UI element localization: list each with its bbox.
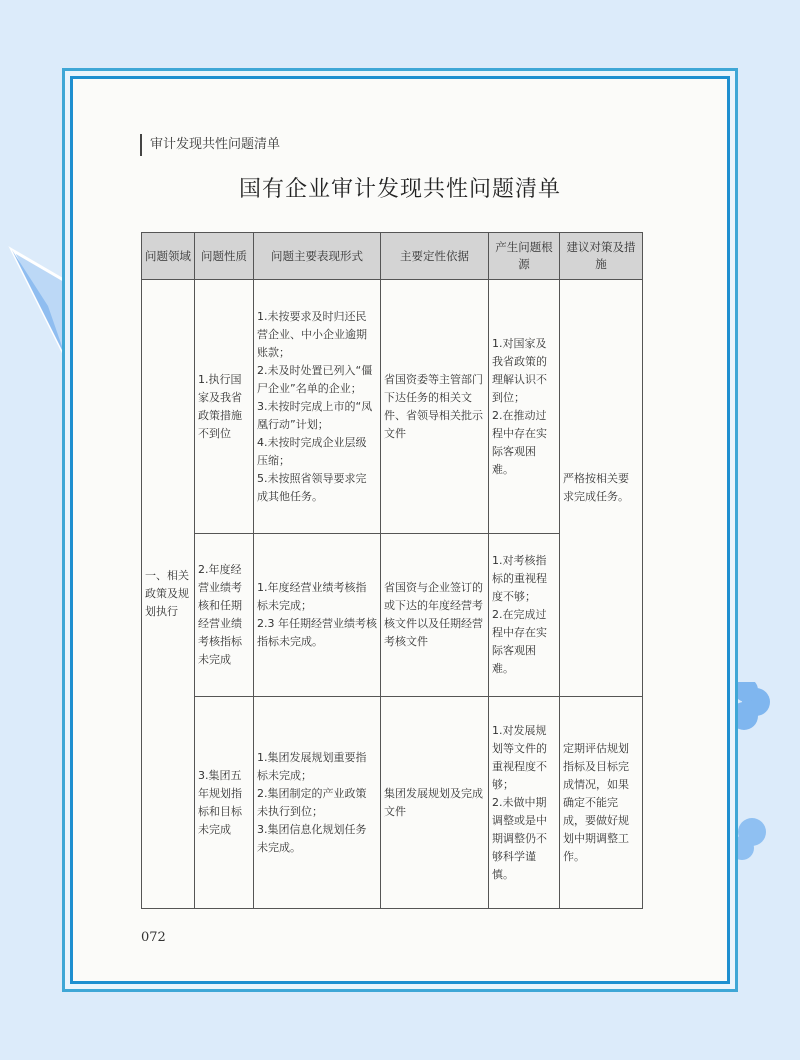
forms-item: 1.年度经营业绩考核指标未完成； (257, 581, 367, 612)
issues-table (141, 232, 643, 909)
forms-item: 3.未按时完成上市的“凤凰行动”计划； (257, 399, 373, 431)
forms-item: 1.未按要求及时归还民营企业、中小企业逾期账款； (257, 309, 367, 359)
forms-item: 2.集团制定的产业政策未执行到位； (257, 786, 367, 818)
header-roots: 产生问题根源 (489, 233, 560, 280)
roots-cell (489, 280, 560, 534)
roots-item: 2.在推动过程中存在实际客观困难。 (492, 408, 547, 476)
forms-item: 1.集团发展规划重要指标未完成； (257, 750, 367, 782)
header-domain: 问题领域 (142, 233, 195, 280)
forms-item: 3.集团信息化规划任务未完成。 (257, 822, 367, 854)
basis-cell: 省国资委等主管部门下达任务的相关文件、省领导相关批示文件 (381, 280, 489, 534)
roots-item: 1.对发展规划等文件的重视程度不够； (492, 723, 547, 791)
header-basis: 主要定性依据 (381, 233, 489, 280)
roots-item: 2.未做中期调整或是中期调整仍不够科学谨慎。 (492, 795, 547, 881)
document-title: 国有企业审计发现共性问题清单 (238, 177, 561, 202)
table-header-row (142, 233, 643, 280)
header-forms: 问题主要表现形式 (254, 233, 381, 280)
basis-cell: 集团发展规划及完成文件 (381, 697, 489, 909)
forms-cell (254, 280, 381, 534)
suggestion-cell: 严格按相关要求完成任务。 (560, 280, 643, 697)
basis-cell: 省国资与企业签订的或下达的年度经营考核文件以及任期经营考核文件 (381, 534, 489, 697)
page-number: 072 (141, 930, 166, 945)
header-suggestions: 建议对策及措施 (560, 233, 643, 280)
roots-item: 1.对国家及我省政策的理解认识不到位； (492, 336, 547, 404)
forms-item: 4.未按时完成企业层级压缩； (257, 435, 367, 467)
roots-item: 1.对考核指标的重视程度不够； (492, 554, 547, 603)
roots-cell (489, 697, 560, 909)
table-row (142, 280, 643, 534)
running-header: 审计发现共性问题清单 (140, 134, 280, 156)
roots-cell (489, 534, 560, 697)
forms-cell (254, 697, 381, 909)
suggestion-cell: 定期评估规划指标及目标完成情况，如果确定不能完成，要做好规划中期调整工作。 (560, 697, 643, 909)
roots-item: 2.在完成过程中存在实际客观困难。 (492, 608, 547, 675)
nature-cell: 1.执行国家及我省政策措施不到位 (195, 280, 254, 534)
header-nature: 问题性质 (195, 233, 254, 280)
nature-cell: 2.年度经营业绩考核和任期经营业绩考核指标未完成 (195, 534, 254, 697)
table-row (142, 697, 643, 909)
forms-item: 5.未按照省领导要求完成其他任务。 (257, 471, 367, 503)
forms-item: 2.未及时处置已列入“僵尸企业”名单的企业； (257, 363, 373, 395)
nature-cell: 3.集团五年规划指标和目标未完成 (195, 697, 254, 909)
forms-item: 2.3 年任期经营业绩考核指标未完成。 (257, 617, 377, 648)
domain-cell: 一、相关政策及规划执行 (142, 280, 195, 909)
forms-cell (254, 534, 381, 697)
